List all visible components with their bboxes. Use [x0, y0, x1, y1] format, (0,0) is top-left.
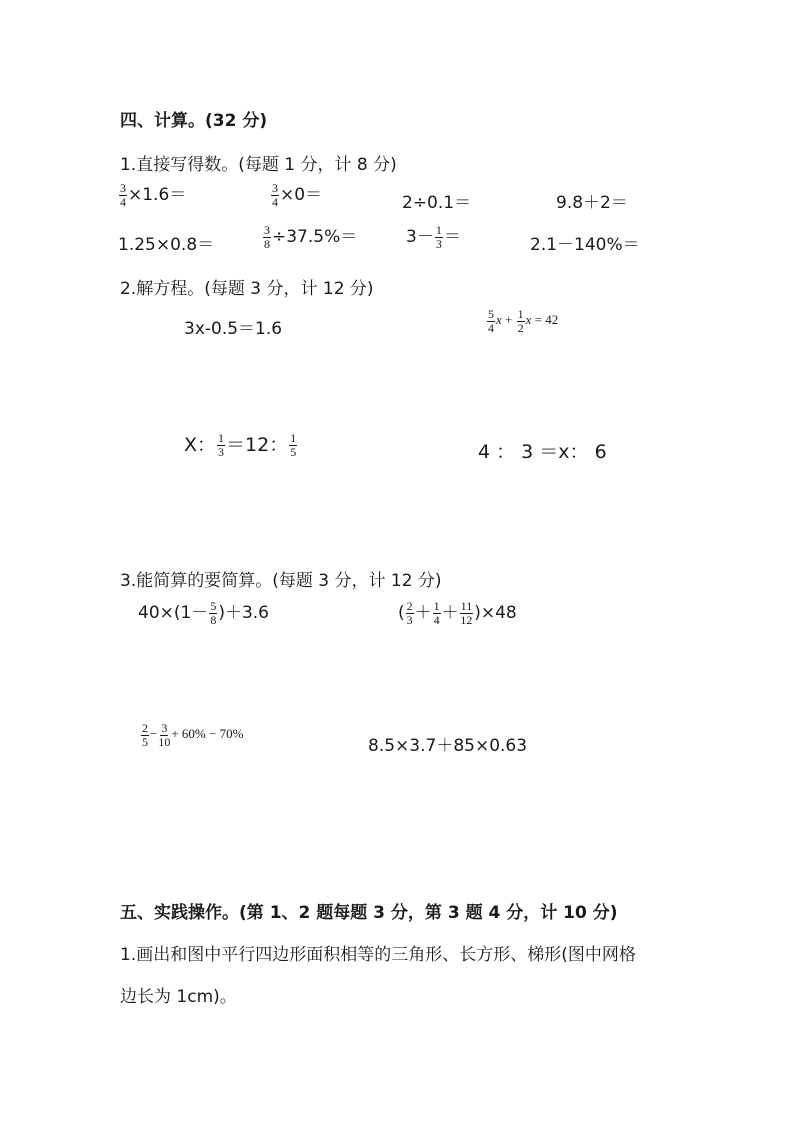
q3-problem1: 40×(1－ $\frac{5}{8}$ )＋3.6 — [138, 598, 269, 627]
q3-problem2: ( $\frac{2}{3}$ ＋ $\frac{1}{4}$ ＋ $\frac{11}{12}$ )×48 — [398, 598, 517, 627]
q1-heading: 1.直接写得数。(每题 1 分，计 8 分) — [120, 155, 397, 175]
q2-eq1: 3x-0.5＝1.6 — [184, 319, 283, 339]
q2-eq3: X： $\frac{1}{3}$ ＝12： $\frac{1}{5}$ — [184, 431, 297, 459]
q1-item-h: 2.1－140%＝ — [530, 235, 640, 255]
q1-item-a: $\frac{3}{4}$ ×1.6＝ — [120, 180, 187, 209]
q1-item-g: 3－ $\frac{1}{3}$ ＝ — [406, 222, 461, 251]
section5-q1-line2: 边长为 1cm)。 — [120, 987, 237, 1007]
q2-eq4: 4 ： 3 ＝x： 6 — [478, 441, 607, 463]
q3-problem3: $\frac{2}{5}$ − $\frac{3}{10}$ + 60% − 70% — [142, 721, 244, 749]
q1-item-f: $\frac{3}{8}$ ÷37.5%＝ — [264, 222, 358, 251]
q2-heading: 2.解方程。(每题 3 分，计 12 分) — [120, 279, 374, 299]
q3-heading: 3.能简算的要简算。(每题 3 分，计 12 分) — [120, 571, 442, 591]
q1-item-d: 9.8＋2＝ — [556, 193, 628, 213]
section5-q1-line1: 1.画出和图中平行四边形面积相等的三角形、长方形、梯形(图中网格 — [120, 945, 636, 965]
q1-item-e: 1.25×0.8＝ — [118, 235, 215, 255]
q2-eq2: $\frac{5}{4}$ x + $\frac{1}{2}$ x = 42 — [488, 307, 559, 335]
q3-problem4: 8.5×3.7＋85×0.63 — [368, 736, 528, 756]
section5-title: 五、实践操作。(第 1、2 题每题 3 分，第 3 题 4 分，计 10 分) — [120, 903, 618, 923]
q1-item-b: $\frac{3}{4}$ ×0＝ — [272, 180, 323, 209]
q1-item-c: 2÷0.1＝ — [402, 193, 472, 213]
section4-title: 四、计算。(32 分) — [120, 111, 268, 131]
